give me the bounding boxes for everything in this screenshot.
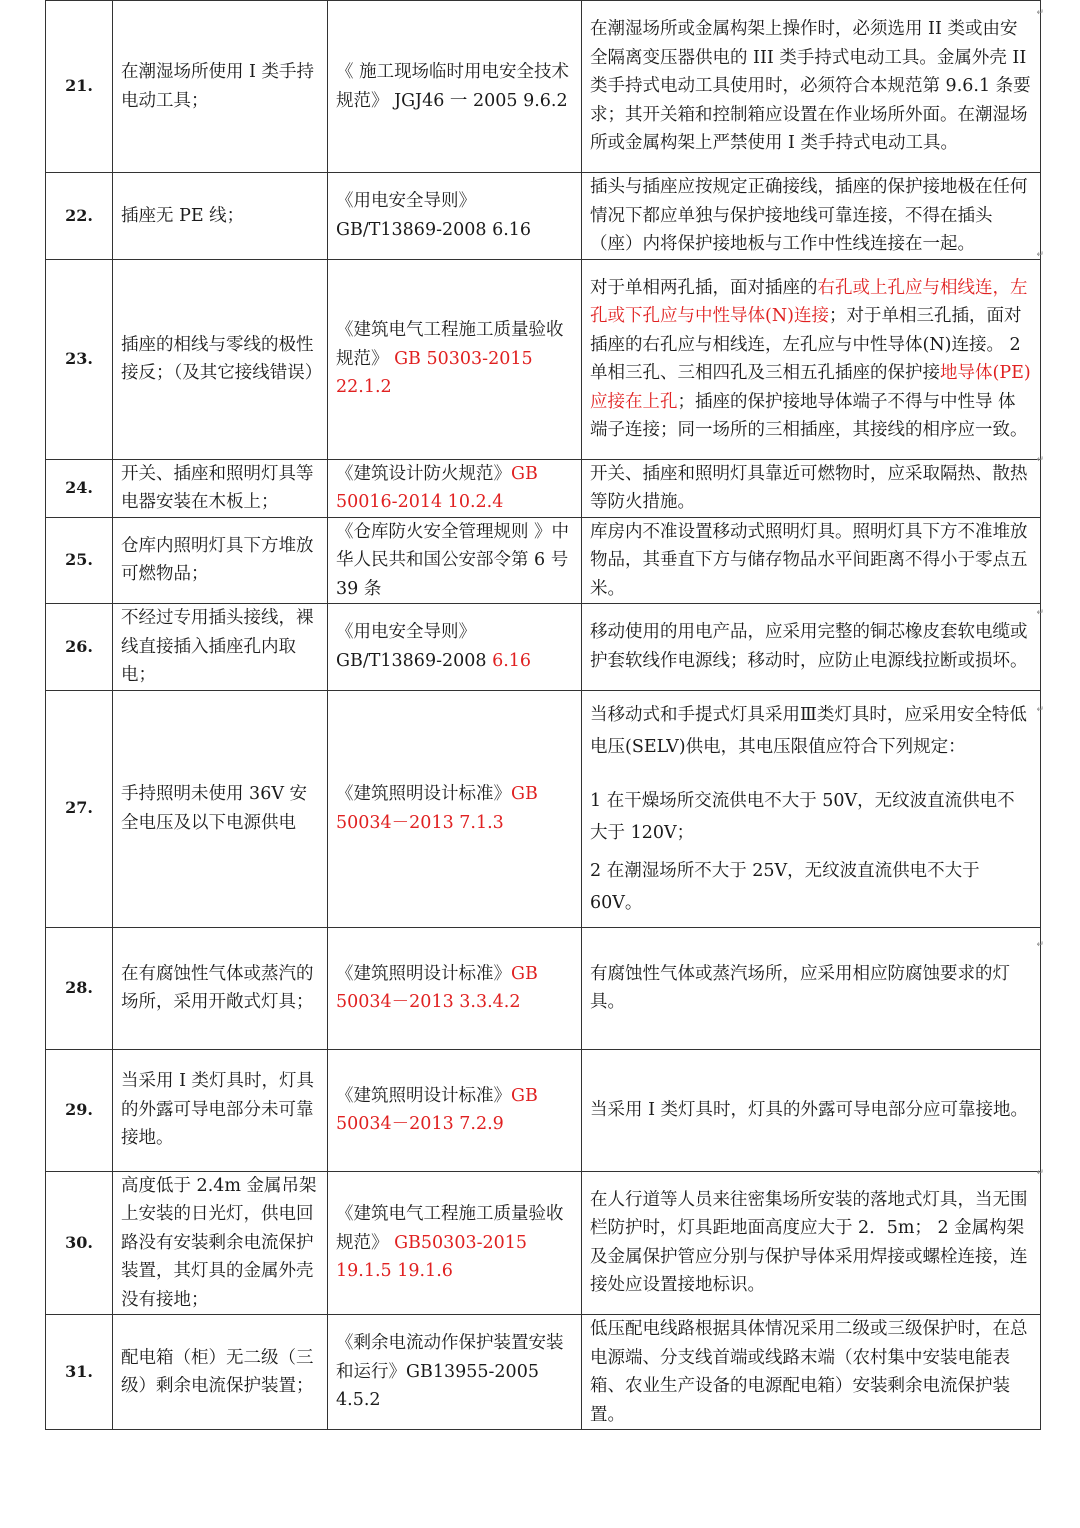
requirement-segment: 2 在潮湿场所不大于 25V，无纹波直流供电不大于 60V。 [590,860,980,913]
requirement-paragraph [590,173,1032,259]
paragraph-mark-icon: ↵ [1036,940,1044,950]
table-row [46,517,1041,604]
requirement-segment: 在潮湿场所或金属构架上操作时，必须选用 II 类或由安全隔离变压器供电的 III 类手持式电动工具。金属外壳 II 类手持式电动工具使用时，必须符合本规范第 9.6.1 条要求；其开关箱和控制箱应设置在作业场所外面。在潮湿场所或金属构架上严禁使用 I 类手持式电动工具。 [590,19,1031,154]
standard-clause-highlight: GB 50303-2015 22.1.2 [336,348,533,398]
table-body [46,1,1041,1430]
requirement-text [582,604,1041,691]
row-number: 31. [46,1315,113,1430]
requirement-segment: 低压配电线路根据具体情况采用二级或三级保护时，在总电源端、分支线首端或线路末端（农村集中安装电能表箱、农业生产设备的电源配电箱）安装剩余电流保护装置。 [590,1319,1028,1425]
standard-reference [328,927,582,1049]
table-row [46,459,1041,517]
requirement-text [582,1,1041,173]
paragraph-mark-icon: ↵ [1036,8,1044,18]
requirement-paragraph [590,460,1032,517]
paragraph-mark-icon: ↵ [1036,608,1044,618]
standard-reference [328,1171,582,1315]
standard-text: 《建筑电气工程施工质量验收规范》 [336,320,564,369]
table-row [46,927,1041,1049]
requirement-paragraph [590,618,1032,675]
requirement-highlight: 右孔或上孔应与相线连，左孔或下孔应与中性导体(N)连接 [590,277,1028,326]
requirement-text [582,1049,1041,1171]
standard-clause-highlight: GB 50034－2013 3.3.4.2 [336,963,538,1012]
table-row [46,604,1041,691]
requirement-segment: 有腐蚀性气体或蒸汽场所，应采用相应防腐蚀要求的灯具。 [590,963,1010,1012]
requirement-paragraph [590,1096,1032,1125]
requirement-segment: 开关、插座和照明灯具靠近可燃物时，应采取隔热、散热等防火措施。 [590,463,1028,512]
standard-text: 《建筑电气工程施工质量验收规范》 [336,1204,564,1253]
requirement-text [582,259,1041,459]
requirement-paragraph [590,1315,1032,1429]
requirement-text [582,1315,1041,1430]
regulation-table [45,0,1041,1430]
requirement-paragraph [590,785,1032,849]
row-number: 25. [46,517,113,604]
requirement-segment: 插头与插座应按规定正确接线，插座的保护接地极在任何情况下都应单独与保护接地线可靠连接，不得在插头（座）内将保护接地板与工作中性线连接在一起。 [590,177,1028,254]
requirement-text [582,1171,1041,1315]
table-row [46,1171,1041,1315]
requirement-segment: 当采用 I 类灯具时，灯具的外露可导电部分应可靠接地。 [590,1099,1029,1120]
standard-reference [328,259,582,459]
standard-reference [328,1,582,173]
requirement-segment: 1 在干燥场所交流供电不大于 50V，无纹波直流供电不大于 120V； [590,790,1015,843]
issue-description: 在潮湿场所使用 I 类手持电动工具； [113,1,328,173]
table-row [46,1049,1041,1171]
table-row [46,690,1041,927]
standard-text: 《用电安全导则》GB/T13869-2008 6.16 [336,191,532,240]
row-number: 26. [46,604,113,691]
issue-description: 当采用 I 类灯具时，灯具的外露可导电部分未可靠接地。 [113,1049,328,1171]
requirement-segment: 在人行道等人员来往密集场所安装的落地式灯具，当无围栏防护时，灯具距地面高度应大于 2．5m； 2 金属构架及金属保护管应分别与保护导体采用焊接或螺栓连接，连接处应设置接地标识。 [590,1189,1028,1296]
standard-text: 《剩余电流动作保护装置安装和运行》GB13955-2005 4.5.2 [336,1333,564,1411]
table-row [46,173,1041,260]
requirement-segment: 对于单相两孔插，面对插座的 [590,277,818,298]
requirement-paragraph [590,699,1032,763]
requirement-paragraph [590,1186,1032,1300]
requirement-text [582,459,1041,517]
issue-description: 开关、插座和照明灯具等电器安装在木板上； [113,459,328,517]
standard-reference [328,517,582,604]
paragraph-mark-icon: ↵ [1036,455,1044,465]
row-number: 28. [46,927,113,1049]
issue-description: 手持照明未使用 36V 安全电压及以下电源供电 [113,690,328,927]
table-row [46,1315,1041,1430]
standard-clause-highlight: GB 50016-2014 10.2.4 [336,463,538,512]
regulation-table-container [45,0,1040,1430]
row-number: 27. [46,690,113,927]
issue-description: 仓库内照明灯具下方堆放可燃物品； [113,517,328,604]
standard-text: 《建筑设计防火规范》 [336,463,511,484]
standard-text: 《建筑照明设计标准》 [336,963,511,984]
row-number: 23. [46,259,113,459]
paragraph-mark-icon: ↵ [1036,705,1044,715]
standard-text: 《仓库防火安全管理规则 》中华人民共和国公安部令第 6 号 39 条 [336,521,570,599]
requirement-text [582,517,1041,604]
issue-description: 配电箱（柜）无二级（三级）剩余电流保护装置； [113,1315,328,1430]
standard-clause-highlight: GB50303-2015 19.1.5 19.1.6 [336,1232,528,1281]
standard-reference [328,690,582,927]
issue-description: 插座的相线与零线的极性接反；（及其它接线错误） [113,259,328,459]
row-number: 22. [46,173,113,260]
standard-text: 《建筑照明设计标准》 [336,784,511,804]
row-number: 30. [46,1171,113,1315]
issue-description: 不经过专用插头接线，裸线直接插入插座孔内取电； [113,604,328,691]
standard-text: 《用电安全导则》GB/T13869-2008 [336,622,493,671]
requirement-paragraph [590,855,1032,919]
requirement-highlight: 地导体(PE)应接在上孔 [590,363,1031,412]
issue-description: 插座无 PE 线； [113,173,328,260]
requirement-text [582,927,1041,1049]
standard-reference [328,604,582,691]
row-number: 24. [46,459,113,517]
standard-reference [328,459,582,517]
standard-reference [328,1049,582,1171]
requirement-paragraph [590,960,1032,1017]
standard-clause-highlight: 6.16 [492,650,532,671]
standard-text: 《 施工现场临时用电安全技术规范》 JGJ46 一 2005 9.6.2 [336,62,570,111]
row-number: 21. [46,1,113,173]
issue-description: 高度低于 2.4m 金属吊架上安装的日光灯，供电回路没有安装剩余电流保护装置，其灯具的金属外壳没有接地； [113,1171,328,1315]
table-row [46,259,1041,459]
issue-description: 在有腐蚀性气体或蒸汽的场所，采用开敞式灯具； [113,927,328,1049]
requirement-segment: ；对于单相三孔插，面对插座的右孔应与相线连，左孔应与中性导体(N)连接。 2 单相三孔、三相四孔及三相五孔插座的保护接 [590,306,1022,383]
row-number: 29. [46,1049,113,1171]
requirement-paragraph [590,518,1032,604]
standard-clause-highlight: GB 50034－2013 7.1.3 [336,784,538,833]
standard-reference [328,1315,582,1430]
requirement-segment: 库房内不准设置移动式照明灯具。照明灯具下方不准堆放物品，其垂直下方与储存物品水平间距离不得小于零点五米。 [590,521,1028,599]
requirement-segment: 移动使用的用电产品，应采用完整的铜芯橡皮套软电缆或护套软线作电源线；移动时，应防止电源线拉断或损坏。 [590,622,1028,671]
requirement-text [582,690,1041,927]
standard-reference [328,173,582,260]
standard-text: 《建筑照明设计标准》 [336,1085,511,1106]
requirement-text [582,173,1041,260]
standard-clause-highlight: GB 50034－2013 7.2.9 [336,1085,538,1134]
paragraph-mark-icon: ↵ [1036,250,1044,260]
paragraph-mark-icon: ↵ [1036,1168,1044,1178]
requirement-paragraph [590,274,1032,445]
requirement-segment: ；插座的保护接地导体端子不得与中性导 体端子连接；同一场所的三相插座，其接线的相序应一致。 [590,391,1028,440]
requirement-paragraph [590,15,1032,158]
requirement-segment: 当移动式和手提式灯具采用Ⅲ类灯具时，应采用安全特低电压(SELV)供电，其电压限值应符合下列规定： [590,704,1027,757]
table-row [46,1,1041,173]
